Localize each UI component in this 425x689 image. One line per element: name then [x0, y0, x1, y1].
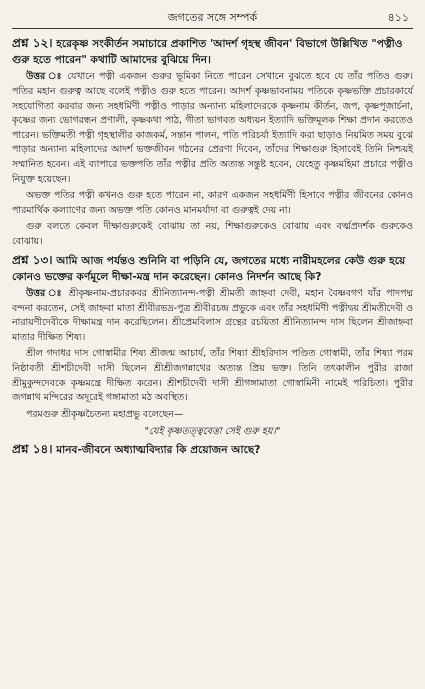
- answer-text: শ্রীকৃষ্ণনাম-প্রচারকবর শ্রীনিত্যানন্দ-পত্নী শ্রীমতী জাহ্নবা দেবী, মহান বৈষ্ণবগণ যাঁর পাদপদ্ম বন্দনা করতেন, সেই জাহ্নবা মাতা শ্রীবীরভদ্র-পুত্র শ্রীবীরচন্দ্র প্রভুকে এবং তাঁর সহধর্মিণী পত্নীদ্বয় শ্রীমতীদেবী ও নারায়ণীদেবীকে দীক্ষামন্ত্র দান করেছিলেন। শ্রীপ্রেমবিলাস গ্রন্থের রচয়িতা শ্রীনিত্যানন্দ দাস ছিলেন শ্রীজাহ্নবা মাতার দীক্ষিত শিষ্য।: [12, 287, 413, 343]
- answer-text: যেখানে পত্নী একজন গুরুর ভূমিকা নিতে পারেন সেখানে বুঝতে হবে যে তাঁর পতিও গুরু। পতির মহান গুরুত্ব আছে বলেই পত্নীও গুরু হতে পারেন। আদর্শ কৃষ্ণভাবনাময় পতিকে কৃষ্ণভক্তি প্রচারকার্যে সহযোগিতা করবার জন্য সহধর্মিণী পত্নীও পাড়ার অন্যান্য মহিলাদেরকে কৃষ্ণনাম কীর্তন, জপ, কৃষ্ণপূজার্চনা, কৃষ্ণের জন্য ভোগরন্ধন প্রণালী, কৃষ্ণকথা পাঠ, গীতা ভাগবত অধ্যয়ন ইত্যাদি ভক্তিমূলক শিক্ষা প্রদান করতেও পারেন। ভক্তিমতী পত্নী গৃহস্থালীর কাজকর্ম, সন্তান পালন, পতি পরিচর্যা ইত্যাদি করা ছাড়াও নিয়মিত সময় বুঝে পাড়ার অন্যান্য মহিলাদের আদর্শ ভক্তজীবন গঠনের প্রেরণা দিবেন, তাঁদের শিক্ষাগুরু হিসাবেই তিনি নিশ্চয়ই সম্মানিত হবেন। এই ব্যাপারে ভক্তপতি তাঁর পত্নীর প্রতি অত্যন্ত সন্তুষ্ট হবেন, যেহেতু কৃষ্ণমহিমা প্রচারে পত্নীও নিযুক্ত হয়েছেন।: [12, 71, 413, 185]
- answer-12-paragraph-3: গুরু বলতে কেবল দীক্ষাগুরুকেই বোঝায় তা নয়, শিক্ষাগুরুকেও বোঝায় এবং বর্ত্মপ্রদর্শক গুরুকেও বোঝায়।: [12, 221, 413, 247]
- answer-12-paragraph-1: [12, 70, 413, 187]
- answer-13-paragraph-3: পরমগুরু শ্রীকৃষ্ণচৈতন্য মহাপ্রভু বলেছেন—: [26, 408, 184, 420]
- chapter-title: জগতের সঙ্গে সম্পর্ক: [167, 11, 258, 24]
- question-label: প্রশ্ন ১৪।: [12, 442, 53, 457]
- question-14: [12, 441, 413, 458]
- answer-12-paragraph-2: অভক্ত পতির পত্নী কখনও গুরু হতে পারেন না, কারণ একজন সহধর্মিণী হিসাবে পত্নীর জীবনের কোনও পারমার্থিক কল্যাণের জন্য অভক্ত পতি কোনও মানমর্যাদা বা গুরুত্বই দেয় না।: [12, 190, 413, 216]
- scripture-quote: "যেই কৃষ্ণতত্ত্ববেত্তা সেই গুরু হয়।": [144, 426, 281, 438]
- page-header: [12, 6, 413, 29]
- answer-label: উত্তর ঃ: [26, 287, 64, 299]
- question-13: [12, 252, 413, 285]
- question-12: [12, 35, 413, 68]
- answer-13-paragraph-2: শ্রীল গদাধর দাস গোস্বামীর শিষ্য শ্রীজন্ম আচার্য, তাঁর শিষ্যা শ্রীহরিদাস পণ্ডিত গোস্বামী, তাঁর শিষ্যা পরম নিষ্ঠাবতী শ্রীশচীদেবী দাসী ছিলেন শ্রীশ্রীজগন্নাথের অত্যন্ত প্রিয় ভক্ত। তিনি তৎকালীন পুরীর রাজা শ্রীমুকুন্দদেবকে কৃষ্ণমন্ত্রে দীক্ষিত করেন। শ্রীশচীদেবী দাসী শ্রীগঙ্গামাতা গোস্বামিনী নামেই পরিচিতা। পুরীর জগন্নাথ মন্দিরের অদূরেই গঙ্গামাতা মঠ অবস্থিত।: [12, 348, 413, 404]
- question-label: প্রশ্ন ১২।: [12, 36, 53, 50]
- answer-13-paragraph-1: [12, 287, 413, 345]
- question-text: আমি আজ পর্যন্তও শুনিনি বা পড়িনি যে, জগতের মধ্যে নারীমহলের কেউ গুরু হয়ে কোনও ভক্তের কর্ণমূলে দীক্ষা-মন্ত্র দান করেছেন। কোনও নিদর্শন আছে কি?: [12, 254, 406, 283]
- book-page: [12, 6, 413, 460]
- answer-label: উত্তর ঃ: [26, 71, 63, 83]
- page-number: ৪১১: [387, 11, 409, 24]
- question-label: প্রশ্ন ১৩।: [12, 252, 53, 267]
- question-text: হরেকৃষ্ণ সংকীর্তন সমাচারে প্রকাশিত 'আদর্শ গৃহস্থ জীবন' বিভাগে উল্লিখিত "পত্নীও গুরু হতে পারেন" কথাটি আমাদের বুঝিয়ে দিন।: [12, 38, 403, 67]
- question-text: মানব-জীবনে অধ্যাত্মবিদ্যার কি প্রয়োজন আছে?: [56, 444, 261, 457]
